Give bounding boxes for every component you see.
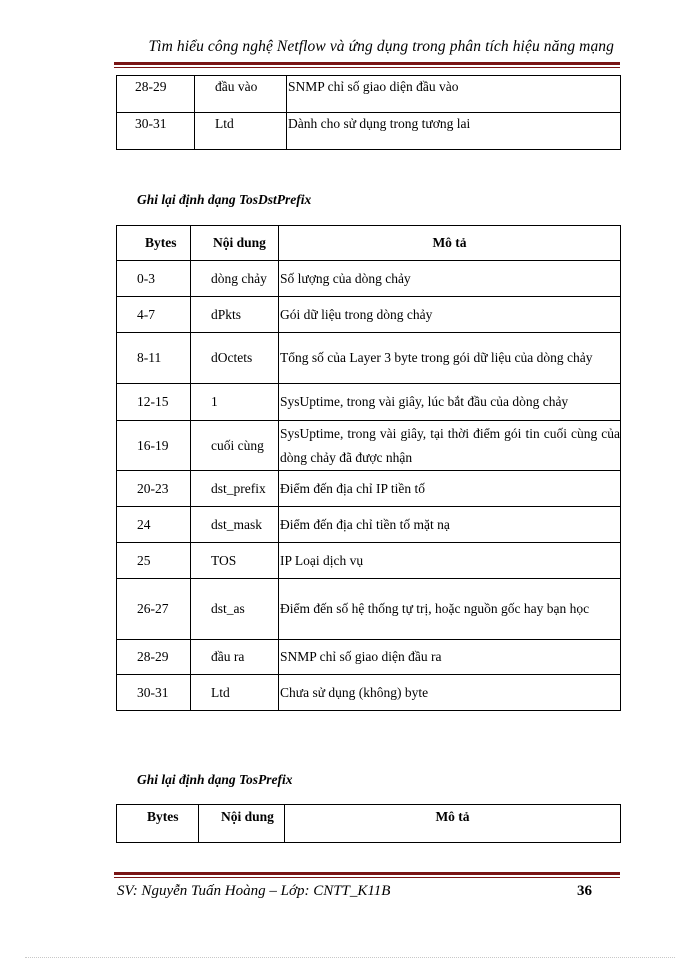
desc-cell: Dành cho sử dụng trong tương lai <box>287 113 621 150</box>
table-header-row <box>117 226 621 261</box>
table-row <box>117 675 621 711</box>
desc-cell: Điểm đến số hệ thống tự trị, hoặc nguồn gốc hay bạn học <box>279 579 621 640</box>
table-row <box>117 640 621 675</box>
bytes-cell: 28-29 <box>117 76 195 113</box>
table-row <box>117 261 621 297</box>
content-cell: cuối cùng <box>191 421 279 471</box>
desc-cell: Điểm đến địa chỉ tiền tố mặt nạ <box>279 507 621 543</box>
table-header-row <box>117 805 621 843</box>
footer-rule-thick <box>114 872 620 875</box>
footer-rule-thin <box>114 877 620 878</box>
table-row <box>117 297 621 333</box>
desc-cell: Gói dữ liệu trong dòng chảy <box>279 297 621 333</box>
table-tosprefix <box>116 804 621 843</box>
content-cell: dst_prefix <box>191 471 279 507</box>
header-desc: Mô tả <box>279 226 621 261</box>
desc-cell: IP Loại dịch vụ <box>279 543 621 579</box>
table-row <box>117 113 621 150</box>
table-row <box>117 543 621 579</box>
table-row <box>117 579 621 640</box>
desc-cell: SysUptime, trong vài giây, lúc bắt đầu của dòng chảy <box>279 384 621 421</box>
content-cell: dPkts <box>191 297 279 333</box>
content-cell: Ltd <box>191 675 279 711</box>
content-cell: 1 <box>191 384 279 421</box>
table-tosdstprefix <box>116 225 621 711</box>
bytes-cell: 8-11 <box>117 333 191 384</box>
header-content: Nội dung <box>199 805 285 843</box>
header-rule-thick <box>114 62 620 65</box>
page-number: 36 <box>577 883 592 899</box>
content-cell: TOS <box>191 543 279 579</box>
bytes-cell: 28-29 <box>117 640 191 675</box>
content-cell: dst_mask <box>191 507 279 543</box>
header-desc: Mô tả <box>285 805 621 843</box>
section-caption-tosprefix: Ghi lại định dạng TosPrefix <box>137 772 293 787</box>
table-row <box>117 471 621 507</box>
table-row <box>117 333 621 384</box>
content-cell: đầu ra <box>191 640 279 675</box>
table-row <box>117 384 621 421</box>
header-content: Nội dung <box>191 226 279 261</box>
bytes-cell: 20-23 <box>117 471 191 507</box>
bytes-cell: 30-31 <box>117 675 191 711</box>
content-cell: dOctets <box>191 333 279 384</box>
bytes-cell: 24 <box>117 507 191 543</box>
bytes-cell: 26-27 <box>117 579 191 640</box>
content-cell: Ltd <box>195 113 287 150</box>
table-row <box>117 76 621 113</box>
desc-cell: SNMP chỉ số giao diện đầu vào <box>287 76 621 113</box>
table-continuation <box>116 75 621 150</box>
section-caption-tosdstprefix: Ghi lại định dạng TosDstPrefix <box>137 192 312 207</box>
header-rule-thin <box>114 67 620 68</box>
desc-cell: Số lượng của dòng chảy <box>279 261 621 297</box>
header-bytes: Bytes <box>117 805 199 843</box>
bytes-cell: 0-3 <box>117 261 191 297</box>
page-bottom-border <box>25 957 675 958</box>
bytes-cell: 4-7 <box>117 297 191 333</box>
content-cell: dst_as <box>191 579 279 640</box>
table-row <box>117 507 621 543</box>
bytes-cell: 25 <box>117 543 191 579</box>
content-cell: dòng chảy <box>191 261 279 297</box>
desc-cell: Điểm đến địa chỉ IP tiền tố <box>279 471 621 507</box>
desc-cell: SNMP chỉ số giao diện đầu ra <box>279 640 621 675</box>
page-footer <box>117 883 617 900</box>
header-bytes: Bytes <box>117 226 191 261</box>
bytes-cell: 30-31 <box>117 113 195 150</box>
desc-cell: Tổng số của Layer 3 byte trong gói dữ liệu của dòng chảy <box>279 333 621 384</box>
bytes-cell: 16-19 <box>117 421 191 471</box>
page-header-title: Tìm hiểu công nghệ Netflow và ứng dụng trong phân tích hiệu năng mạng <box>148 38 614 55</box>
desc-cell: SysUptime, trong vài giây, tại thời điểm gói tin cuối cùng của dòng chảy đã được nhận <box>279 421 621 471</box>
footer-author: SV: Nguyễn Tuấn Hoàng – Lớp: CNTT_K11B <box>117 883 391 899</box>
content-cell: đầu vào <box>195 76 287 113</box>
bytes-cell: 12-15 <box>117 384 191 421</box>
table-row <box>117 421 621 471</box>
desc-cell: Chưa sử dụng (không) byte <box>279 675 621 711</box>
